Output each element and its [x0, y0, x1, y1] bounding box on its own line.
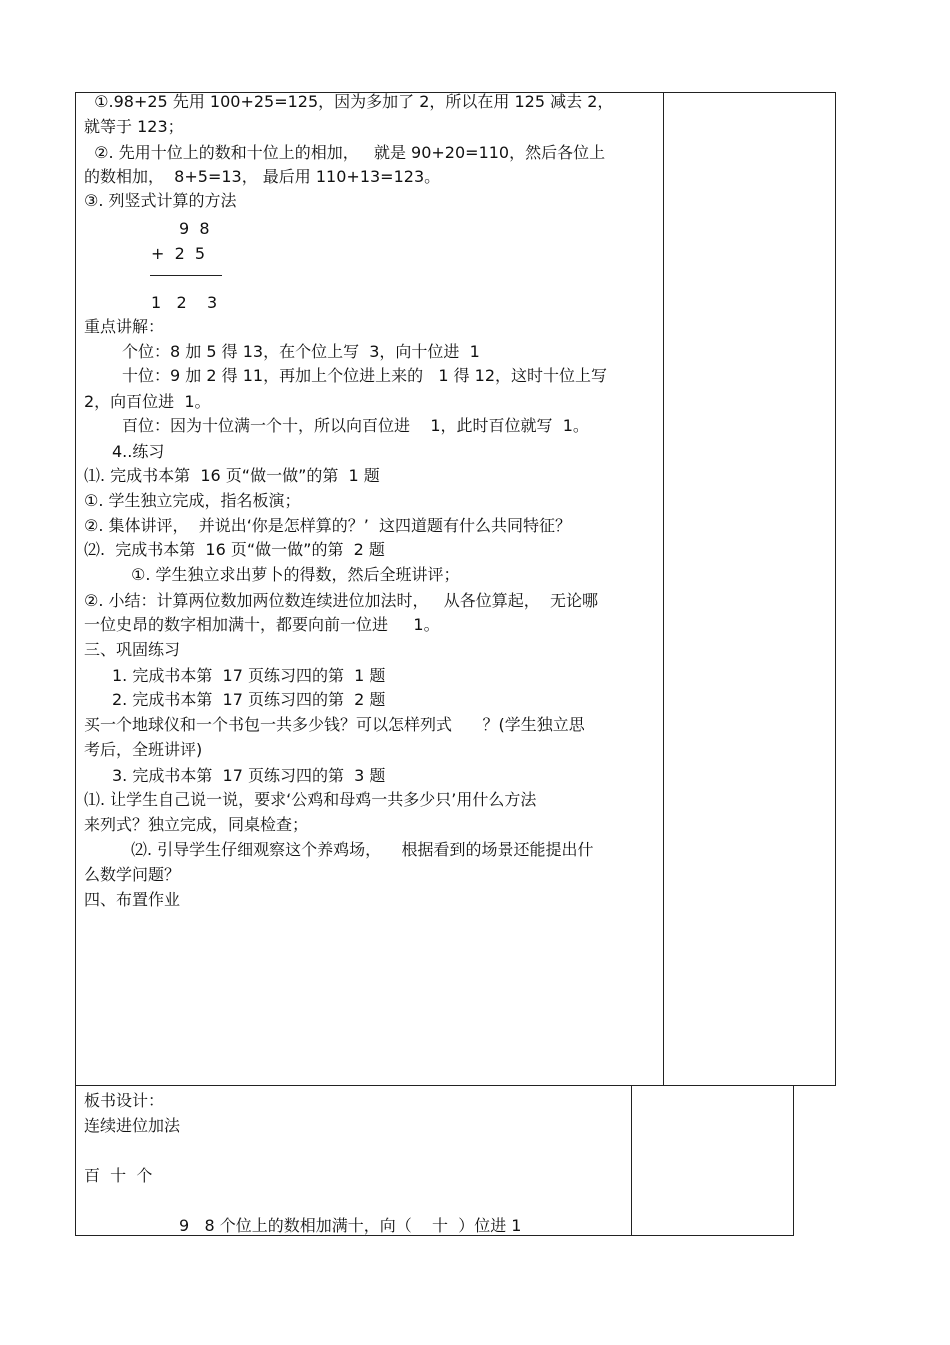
text-line: 4..练习 — [112, 442, 165, 461]
text-line: 来列式？独立完成，同桌检查； — [84, 815, 309, 834]
text-line: 1. 完成书本第 17 页练习四的第 1 题 — [112, 666, 386, 685]
text-line: ②. 小结：计算两位数加两位数连续进位加法时， 从各位算起， 无论哪 — [84, 591, 598, 610]
text-line: ⑵. 引导学生仔细观察这个养鸡场， 根据看到的场景还能提出什 — [131, 840, 594, 859]
board-right-cell — [631, 1085, 794, 1236]
text-line: ①.98+25 先用 100+25=125，因为多加了 2，所以在用 125 减去 2， — [84, 92, 614, 111]
text-line: ⑵. 完成书本第 16 页“做一做”的第 2 题 — [84, 540, 385, 559]
text-line: ①. 学生独立求出萝卜的得数，然后全班讲评； — [131, 565, 460, 584]
section-heading: 四、布置作业 — [84, 890, 181, 909]
text-line: ①. 学生独立完成，指名板演； — [84, 491, 301, 510]
vertical-calc-top: 9 8 — [179, 219, 210, 238]
vertical-calc-result: 1 2 3 — [151, 293, 218, 312]
board-topic: 连续进位加法 — [84, 1116, 181, 1135]
text-line: 的数相加， 8+5=13， 最后用 110+13=123。 — [84, 167, 441, 186]
text-line: 一位史昂的数字相加满十，都要向前一位进 1。 — [84, 615, 440, 634]
upper-right-cell — [663, 92, 836, 1086]
vertical-calc-addend: + 2 5 — [151, 244, 206, 263]
text-line: 就等于 123； — [84, 117, 184, 136]
text-line: 买一个地球仪和一个书包一共多少钱？可以怎样列式 ？(学生独立思 — [84, 715, 585, 734]
place-value-header: 百 十 个 — [84, 1166, 153, 1185]
text-line: 2. 完成书本第 17 页练习四的第 2 题 — [112, 690, 386, 709]
text-line: 重点讲解： — [84, 317, 165, 336]
text-line: 百位：因为十位满一个十，所以向百位进 1，此时百位就写 1。 — [122, 416, 589, 435]
text-line: ⑴. 完成书本第 16 页“做一做”的第 1 题 — [84, 466, 380, 485]
section-heading: 三、巩固练习 — [84, 640, 181, 659]
text-line: 个位：8 加 5 得 13，在个位上写 3，向十位进 1 — [122, 342, 480, 361]
text-line: ③. 列竖式计算的方法 — [84, 191, 237, 210]
text-line: 3. 完成书本第 17 页练习四的第 3 题 — [112, 766, 386, 785]
text-line: 考后，全班讲评) — [84, 740, 203, 759]
board-title: 板书设计： — [84, 1091, 165, 1110]
board-example: 9 8 个位上的数相加满十，向（ 十 ）位进 1 — [179, 1216, 522, 1235]
text-line: ②. 先用十位上的数和十位上的相加， 就是 90+20=110，然后各位上 — [84, 143, 606, 162]
text-line: 么数学问题？ — [84, 865, 181, 884]
text-line: 2，向百位进 1。 — [84, 392, 211, 411]
text-line: ②. 集体讲评， 并说出‘你是怎样算的？’ 这四道题有什么共同特征？ — [84, 516, 572, 535]
text-line: 十位：9 加 2 得 11，再加上个位进上来的 1 得 12，这时十位上写 — [122, 366, 608, 385]
text-line: ⑴. 让学生自己说一说，要求‘公鸡和母鸡一共多少只’用什么方法 — [84, 790, 537, 809]
vertical-calc-rule — [150, 275, 222, 276]
